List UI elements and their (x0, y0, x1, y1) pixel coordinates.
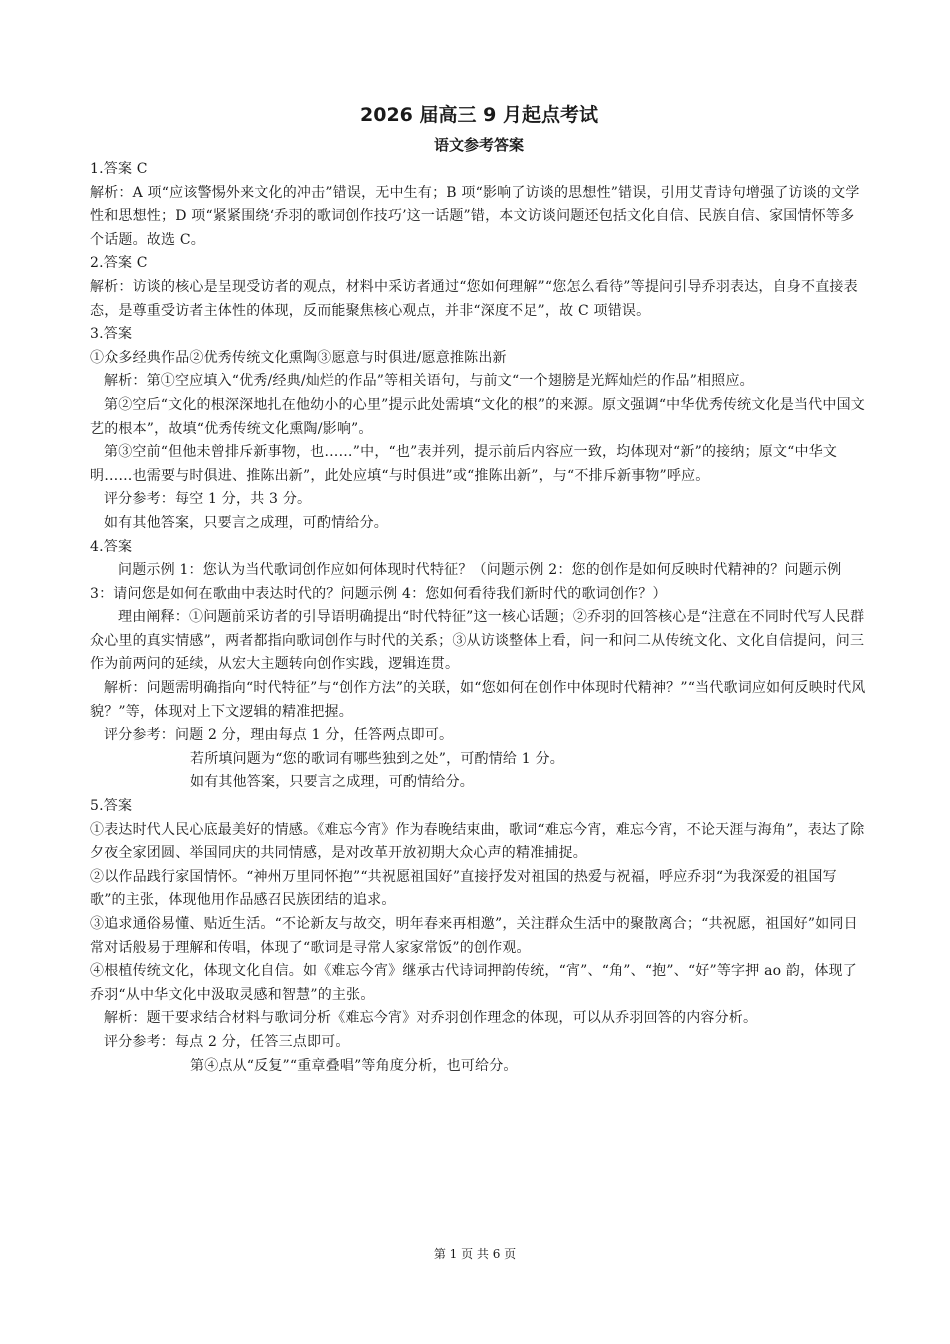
document-page (90, 100, 868, 1078)
q5-scoring-note: 第④点从“反复”“重章叠唱”等角度分析，也可给分。 (190, 1057, 518, 1074)
q5-analysis: 解析：题干要求结合材料与歌词分析《难忘今宵》对乔羽创作理念的体现，可以从乔羽回答的内容分析。 (104, 1010, 758, 1027)
q5-point-1: ①表达时代人民心底最美好的情感。《难忘今宵》作为春晚结束曲，歌词“难忘今宵，难忘今宵，不论天涯与海角”，表达了除夕夜全家团圆、举国同庆的共同情感，是对改革开放初期大众心声的精准捕捉。 (90, 821, 865, 862)
q4-analysis: 解析：问题需明确指向“时代特征”与“创作方法”的关联，如“您如何在创作中体现时代精神？”“当代歌词应如何反映时代风貌？”等，体现对上下文逻辑的精准把握。 (90, 680, 866, 720)
q4-scoring-note-2: 如有其他答案，只要言之成理，可酌情给分。 (190, 774, 474, 791)
document-title: 2026 届高三 9 月起点考试 (360, 104, 598, 126)
q1-analysis: 解析：A 项“应该警惕外来文化的冲击”错误，无中生有；B 项“影响了访谈的思想性”错误，引用艾青诗句增强了访谈的文学性和思想性；D 项“紧紧围绕‘乔羽的歌词创作技巧’这一话题”错，本文访谈问题还包括文化自信、民族自信、家国情怀等多个话题。故选 C。 (90, 184, 860, 248)
q4-scoring: 评分参考：问题 2 分，理由每点 1 分，任答两点即可。 (104, 727, 454, 744)
document-subtitle: 语文参考答案 (433, 136, 524, 154)
q3-analysis-1: 解析：第①空应填入“优秀/经典/灿烂的作品”等相关语句，与前文“一个翅膀是光辉灿烂的作品”相照应。 (104, 373, 754, 390)
q5-scoring: 评分参考：每点 2 分，任答三点即可。 (104, 1033, 350, 1050)
q3-scoring: 评分参考：每空 1 分，共 3 分。 (104, 491, 312, 508)
q4-question-examples: 问题示例 1：您认为当代歌词创作应如何体现时代特征？（问题示例 2：您的创作是如何反映时代精神的？问题示例 3：请问您是如何在歌曲中表达时代的？问题示例 4：您如何看待我们新时代的歌词创作？） (90, 562, 842, 602)
q4-answer: 4.答案 (90, 538, 133, 555)
q4-scoring-note-1: 若所填问题为“您的歌词有哪些独到之处”，可酌情给 1 分。 (190, 750, 564, 767)
page-number-footer: 第 1 页 共 6 页 (433, 1247, 517, 1261)
q3-answer-content: ①众多经典作品②优秀传统文化熏陶③愿意与时俱进/愿意推陈出新 (90, 349, 507, 366)
q3-scoring-note: 如有其他答案，只要言之成理，可酌情给分。 (104, 514, 388, 531)
q2-analysis: 解析：访谈的核心是呈现受访者的观点，材料中采访者通过“您如何理解”“您怎么看待”等提问引导乔羽表达，自身不直接表态，是尊重受访者主体性的体现，反而能聚焦核心观点，并非“深度不足”，故 C 项错误。 (90, 278, 858, 319)
q5-answer: 5.答案 (90, 798, 133, 815)
q5-point-4: ④根植传统文化，体现文化自信。如《难忘今宵》继承古代诗词押韵传统，“宵”、“角”、“抱”、“好”等字押 ao 韵，体现了乔羽“从中华文化中汲取灵感和智慧”的主张。 (90, 963, 857, 1003)
q3-answer: 3.答案 (90, 326, 133, 343)
q1-answer: 1.答案 C (90, 161, 148, 177)
q5-point-3: ③追求通俗易懂、贴近生活。“不论新友与故交，明年春来再相邀”，关注群众生活中的聚散离合；“共祝愿，祖国好”如同日常对话般易于理解和传唱，体现了“歌词是寻常人家家常饭”的创作观。 (90, 916, 858, 956)
q5-point-2: ②以作品践行家国情怀。“神州万里同怀抱”“共祝愿祖国好”直接抒发对祖国的热爱与祝福，呼应乔羽“为我深爱的祖国写歌”的主张，体现他用作品感召民族团结的追求。 (90, 868, 837, 909)
q3-analysis-2: 第②空后“文化的根深深地扎在他幼小的心里”提示此处需填“文化的根”的来源。原文强调“中华优秀传统文化是当代中国文艺的根本”，故填“优秀传统文化熏陶/影响”。 (90, 396, 865, 437)
q3-analysis-3: 第③空前“但他未曾排斥新事物，也……”中，“也”表并列，提示前后内容应一致，均体现对“新”的接纳；原文“中华文明……也需要与时俱进、推陈出新”，此处应填“与时俱进”或“推陈出新”，与“不排斥新事物”呼应。 (90, 444, 838, 484)
q4-reasoning: 理由阐释：①问题前采访者的引导语明确提出“时代特征”这一核心话题；②乔羽的回答核心是“注意在不同时代写人民群众心里的真实情感”，两者都指向歌词创作与时代的关系；③从访谈整体上看，问一和问二从传统文化、文化自信提问，问三作为前两问的延续，从宏大主题转向创作实践，逻辑连贯。 (90, 609, 865, 673)
q2-answer: 2.答案 C (90, 255, 148, 272)
